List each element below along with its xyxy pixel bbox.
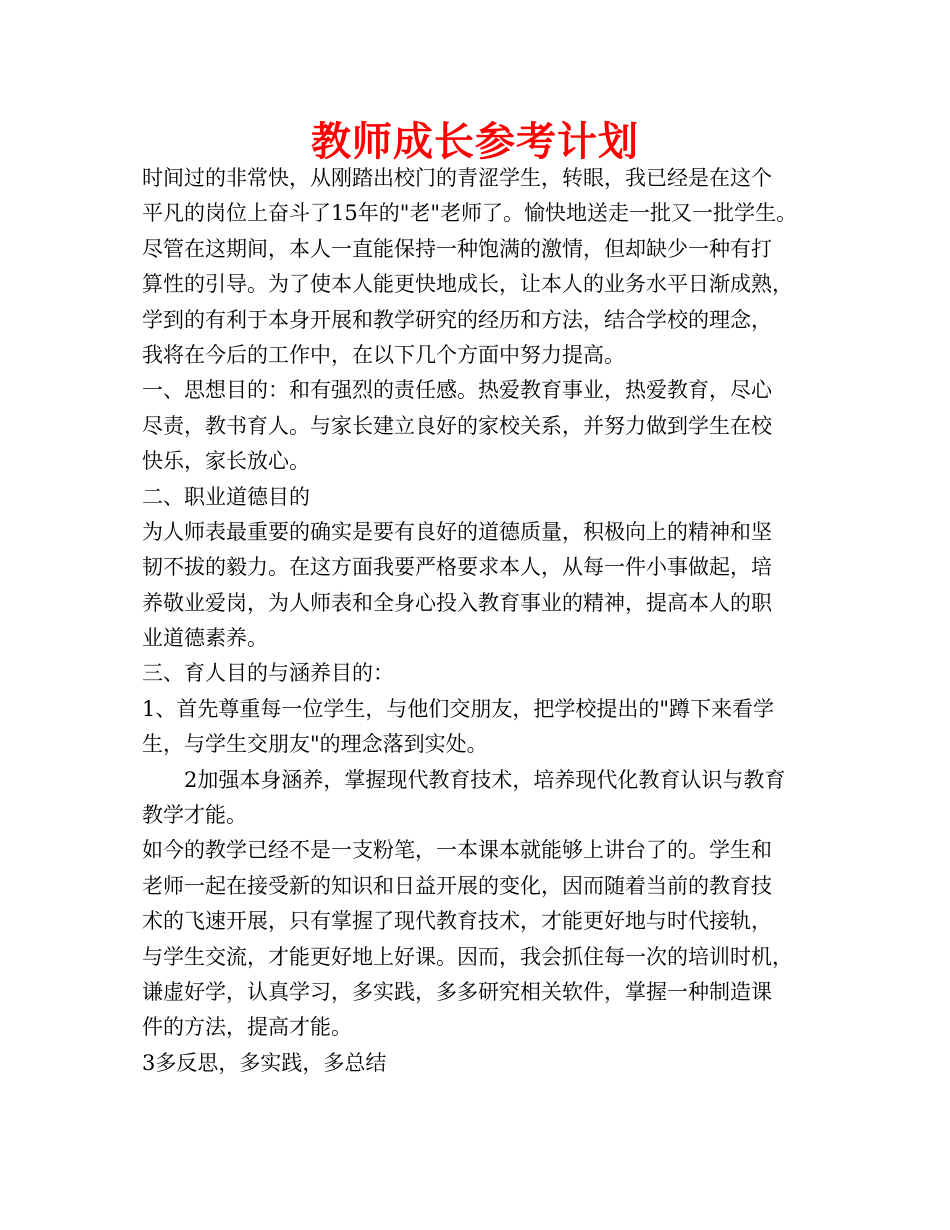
body-line: 我将在今后的工作中，在以下几个方面中努力提高。 [142,342,625,367]
body-line: 算性的引导。为了使本人能更快地成长，让本人的业务水平日渐成熟， [142,272,793,297]
body-line: 术的飞速开展，只有掌握了现代教育技术，才能更好地与时代接轨， [142,909,772,934]
list-item-2: 2加强本身涵养，掌握现代教育技术，培养现代化教育认识与教育 [184,767,786,792]
document-body [142,161,822,1081]
body-line: 养敬业爱岗，为人师表和全身心投入教育事业的精神，提高本人的职 [142,590,772,615]
body-line: 韧不拔的毅力。在这方面我要严格要求本人，从每一件小事做起，培 [142,555,772,580]
section-heading-3: 三、育人目的与涵养目的： [142,661,394,686]
body-line: 业道德素养。 [142,626,268,651]
list-item-3: 3多反思，多实践，多总结 [142,1050,387,1075]
body-line: 生，与学生交朋友"的理念落到实处。 [142,732,488,757]
body-line: 快乐，家长放心。 [142,449,310,474]
body-line: 与学生交流，才能更好地上好课。因而，我会抓住每一次的培训时机， [142,944,793,969]
body-line: 尽责，教书育人。与家长建立良好的家校关系，并努力做到学生在校 [142,413,772,438]
body-line: 学到的有利于本身开展和教学研究的经历和方法，结合学校的理念， [142,307,772,332]
body-line: 件的方法，提高才能。 [142,1015,352,1040]
document-title: 教师成长参考计划 [311,119,639,165]
body-line: 尽管在这期间，本人一直能保持一种饱满的激情，但却缺少一种有打 [142,236,772,261]
list-item-1: 1、首先尊重每一位学生，与他们交朋友，把学校提出的"蹲下来看学 [142,696,775,721]
body-line: 如今的教学已经不是一支粉笔，一本课本就能够上讲台了的。学生和 [142,838,772,863]
section-heading-2: 二、职业道德目的 [142,484,310,509]
body-line: 教学才能。 [142,803,247,828]
body-line: 谦虚好学，认真学习，多实践，多多研究相关软件，掌握一种制造课 [142,979,772,1004]
body-line: 平凡的岗位上奋斗了15年的"老"老师了。愉快地送走一批又一批学生。 [142,201,798,226]
body-line: 为人师表最重要的确实是要有良好的道德质量，积极向上的精神和坚 [142,519,772,544]
section-heading-1: 一、思想目的：和有强烈的责任感。热爱教育事业，热爱教育，尽心 [142,378,772,403]
body-line: 时间过的非常快，从刚踏出校门的青涩学生，转眼，我已经是在这个 [142,166,772,190]
body-line: 老师一起在接受新的知识和日益开展的变化，因而随着当前的教育技 [142,873,772,898]
